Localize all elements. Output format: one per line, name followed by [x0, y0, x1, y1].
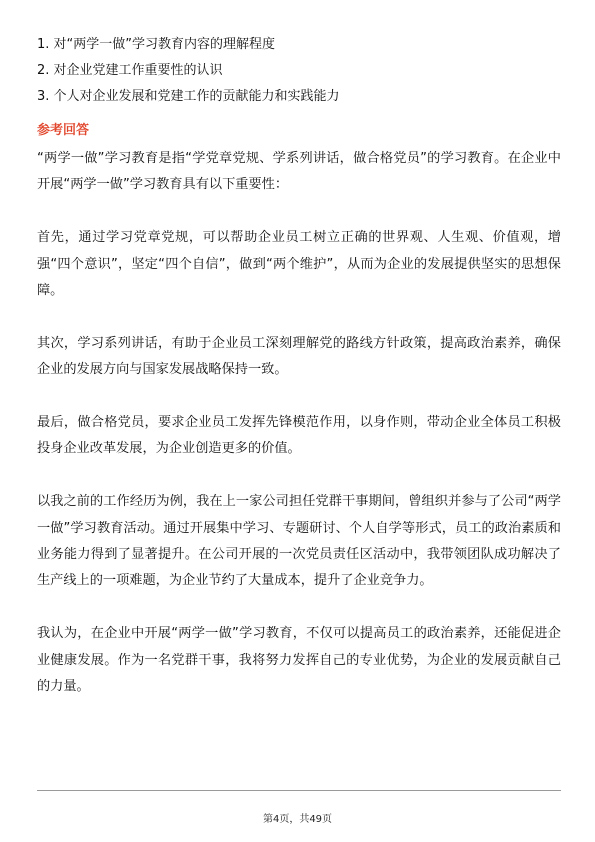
question-points-list [37, 32, 557, 110]
paragraph-first: 首先，通过学习党章党规，可以帮助企业员工树立正确的世界观、人生观、价值观，增强“四个意识”，坚定“四个自信”，做到“两个维护”，从而为企业的发展提供坚实的思想保障。 [37, 230, 561, 299]
paragraph-second: 其次，学习系列讲话，有助于企业员工深刻理解党的路线方针政策，提高政治素养，确保企业的发展方向与国家发展战略保持一致。 [37, 335, 561, 378]
answer-heading: 参考回答 [37, 123, 90, 138]
paragraph-intro: “两学一做”学习教育是指“学党章党规、学系列讲话，做合格党员”的学习教育。在企业中开展“两学一做”学习教育具有以下重要性： [37, 151, 561, 193]
list-item: 2. 对企业党建工作重要性的认识 [37, 63, 223, 78]
page-number: 第4页，共49页 [262, 814, 333, 825]
paragraph-conclusion: 我认为，在企业中开展“两学一做”学习教育，不仅可以提高员工的政治素养，还能促进企业健康发展。作为一名党群干事，我将努力发挥自己的专业优势，为企业的发展贡献自己的力量。 [37, 626, 561, 695]
answer-body [37, 146, 561, 700]
footer-divider [37, 790, 561, 791]
paragraph-experience: 以我之前的工作经历为例，我在上一家公司担任党群干事期间，曾组织并参与了公司“两学一做”学习教育活动。通过开展集中学习、专题研讨、个人自学等形式，员工的政治素质和业务能力得到了显著提升。在公司开展的一次党员责任区活动中，我带领团队成功解决了生产线上的一项难题，为企业节约了大量成本，提升了企业竞争力。 [37, 494, 561, 589]
list-item: 1. 对“两学一做”学习教育内容的理解程度 [37, 37, 276, 52]
paragraph-last: 最后，做合格党员，要求企业员工发挥先锋模范作用，以身作则，带动企业全体员工积极投身企业改革发展，为企业创造更多的价值。 [37, 415, 561, 457]
list-item: 3. 个人对企业发展和党建工作的贡献能力和实践能力 [37, 89, 340, 104]
